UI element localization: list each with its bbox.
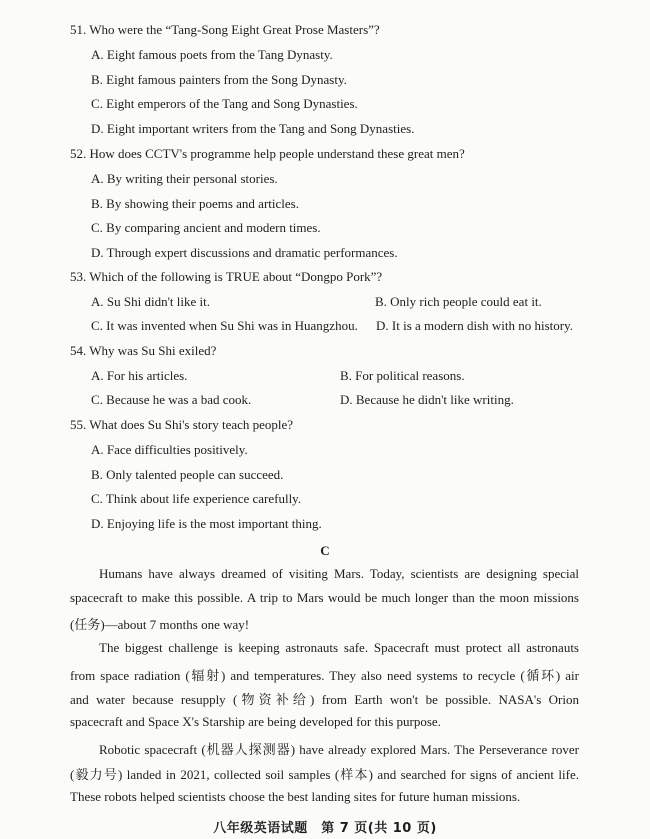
option-54-c: C. Because he was a bad cook. (91, 392, 252, 407)
passage-line: (任务)—about 7 months one way! (70, 617, 250, 632)
passage-line: from space radiation (辐射) and temperatures. They also need systems to recycle (循环) air (70, 668, 579, 683)
question-text: Which of the following is TRUE about “Dongpo Pork”? (89, 269, 383, 284)
question-text: Who were the “Tang-Song Eight Great Prose Masters”? (89, 22, 380, 37)
page-footer: 八年级英语试题 第 7 页(共 10 页) (213, 821, 437, 836)
option-55-a: A. Face difficulties positively. (91, 442, 248, 457)
passage-line: Humans have always dreamed of visiting Mars. Today, scientists are designing special (99, 566, 579, 581)
option-51-c: C. Eight emperors of the Tang and Song Dynasties. (91, 96, 358, 111)
question-51 (70, 22, 380, 38)
question-52 (70, 146, 465, 162)
question-text: How does CCTV's programme help people understand these great men? (89, 146, 465, 161)
passage-line: These robots helped scientists choose the best landing sites for future human missions. (70, 789, 521, 804)
question-53 (70, 269, 382, 285)
passage-line: spacecraft to make this possible. A trip to Mars would be much longer than the moon missions (70, 590, 579, 605)
option-52-b: B. By showing their poems and articles. (91, 196, 299, 211)
passage-line: Robotic spacecraft (机器人探测器) have already explored Mars. The Perseverance rover (99, 742, 579, 757)
question-number: 51. (70, 22, 87, 37)
question-number: 52. (70, 146, 87, 161)
option-51-a: A. Eight famous poets from the Tang Dynasty. (91, 47, 333, 62)
option-51-b: B. Eight famous painters from the Song Dynasty. (91, 72, 347, 87)
option-55-d: D. Enjoying life is the most important thing. (91, 516, 322, 531)
section-heading: C (320, 543, 330, 558)
question-number: 54. (70, 343, 87, 358)
option-52-a: A. By writing their personal stories. (91, 171, 278, 186)
option-55-c: C. Think about life experience carefully. (91, 491, 302, 506)
passage-line: (毅力号) landed in 2021, collected soil samples (样本) and searched for signs of ancient life. (70, 767, 579, 782)
question-number: 53. (70, 269, 87, 284)
question-text: Why was Su Shi exiled? (89, 343, 217, 358)
question-55 (70, 417, 293, 433)
option-53-d: D. It is a modern dish with no history. (376, 318, 574, 333)
option-55-b: B. Only talented people can succeed. (91, 467, 284, 482)
option-54-d: D. Because he didn't like writing. (340, 392, 514, 407)
question-number: 55. (70, 417, 87, 432)
passage-line: spacecraft and Space X's Starship are being developed for this purpose. (70, 714, 441, 729)
question-text: What does Su Shi's story teach people? (89, 417, 294, 432)
option-51-d: D. Eight important writers from the Tang and Song Dynasties. (91, 121, 415, 136)
option-53-c: C. It was invented when Su Shi was in Huangzhou. (91, 318, 358, 333)
option-54-b: B. For political reasons. (340, 368, 465, 383)
option-53-a: A. Su Shi didn't like it. (91, 294, 210, 309)
option-54-a: A. For his articles. (91, 368, 188, 383)
passage-line: The biggest challenge is keeping astronauts safe. Spacecraft must protect all astronauts (99, 640, 579, 655)
option-52-d: D. Through expert discussions and dramatic performances. (91, 245, 398, 260)
question-54 (70, 343, 216, 359)
option-53-b: B. Only rich people could eat it. (375, 294, 542, 309)
option-52-c: C. By comparing ancient and modern times. (91, 220, 321, 235)
passage-line: and water because resupply (物资补给) from Earth won't be possible. NASA's Orion (70, 692, 579, 707)
